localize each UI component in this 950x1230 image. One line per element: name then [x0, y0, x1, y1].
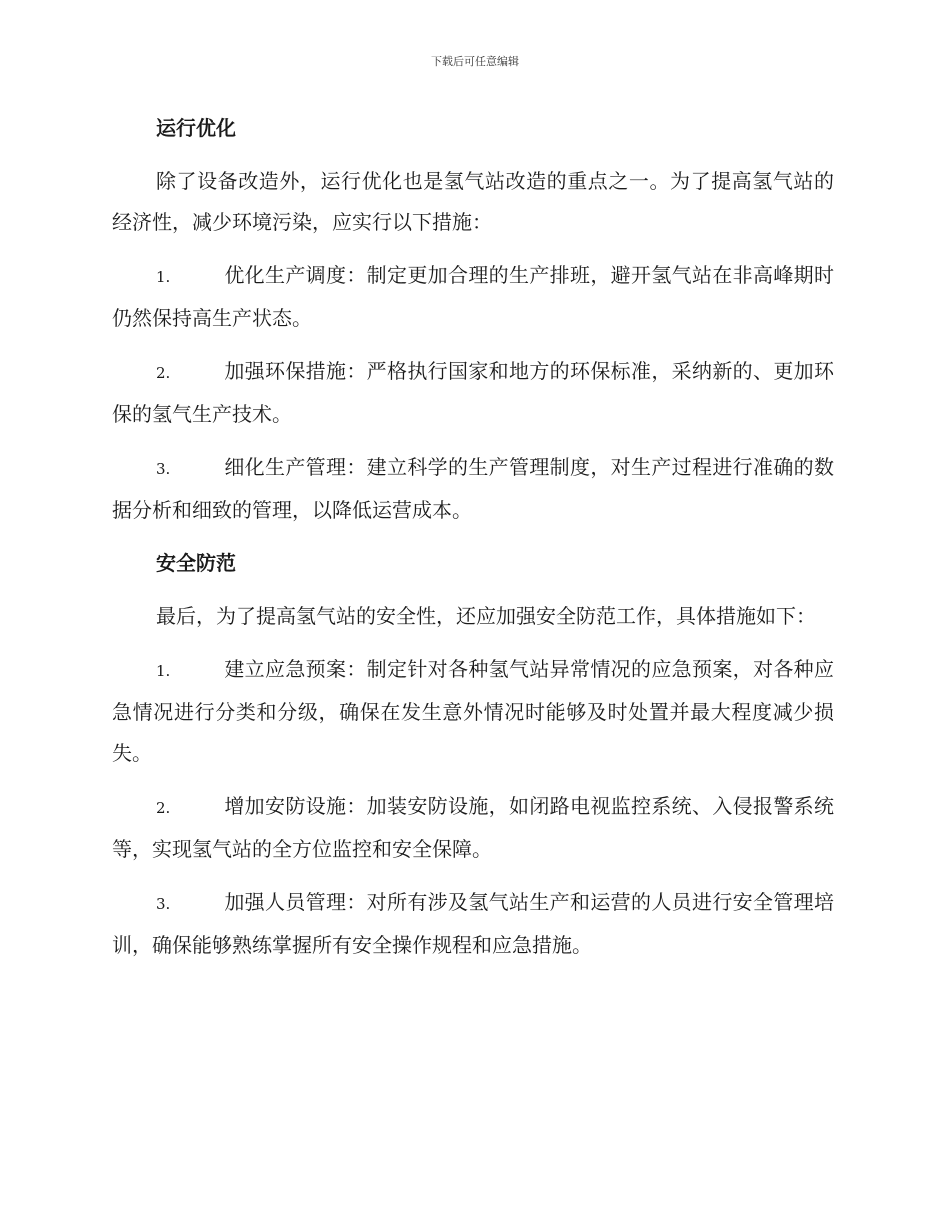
list-item-text: 增加安防设施：加装安防设施，如闭路电视监控系统、入侵报警系统等，实现氢气站的全方位监控和安全保障。	[112, 794, 834, 861]
list-item-number: 1.	[156, 662, 171, 680]
list-item	[112, 882, 834, 966]
section-operation-optimization	[112, 108, 834, 531]
section-heading: 运行优化	[156, 116, 236, 140]
list-item-number: 3.	[156, 895, 171, 913]
document-body	[112, 108, 834, 978]
list-item-number: 3.	[156, 460, 171, 478]
list-item-number: 2.	[156, 364, 171, 382]
list-item-text: 优化生产调度：制定更加合理的生产排班，避开氢气站在非高峰期时仍然保持高生产状态。	[112, 263, 834, 330]
list-item-text: 建立应急预案：制定针对各种氢气站异常情况的应急预案，对各种应急情况进行分类和分级，确保在发生意外情况时能够及时处置并最大程度减少损失。	[112, 657, 834, 765]
list-item-number: 1.	[156, 268, 171, 286]
list-item	[112, 255, 834, 339]
list-item	[112, 447, 834, 531]
list-item-text: 加强环保措施：严格执行国家和地方的环保标准，采纳新的、更加环保的氢气生产技术。	[112, 359, 834, 426]
section-heading: 安全防范	[156, 551, 236, 575]
list-item-number: 2.	[156, 799, 171, 817]
list-item	[112, 649, 834, 774]
section-intro: 除了设备改造外，运行优化也是氢气站改造的重点之一。为了提高氢气站的经济性，减少环境污染，应实行以下措施：	[112, 169, 834, 234]
list-item	[112, 786, 834, 870]
list-item	[112, 351, 834, 435]
section-safety-precautions	[112, 543, 834, 966]
list-item-text: 加强人员管理：对所有涉及氢气站生产和运营的人员进行安全管理培训，确保能够熟练掌握所有安全操作规程和应急措施。	[112, 890, 834, 957]
page-header: 下载后可任意编辑	[431, 55, 519, 68]
section-intro: 最后，为了提高氢气站的安全性，还应加强安全防范工作，具体措施如下：	[156, 604, 816, 628]
list-item-text: 细化生产管理：建立科学的生产管理制度，对生产过程进行准确的数据分析和细致的管理，以降低运营成本。	[112, 455, 834, 522]
